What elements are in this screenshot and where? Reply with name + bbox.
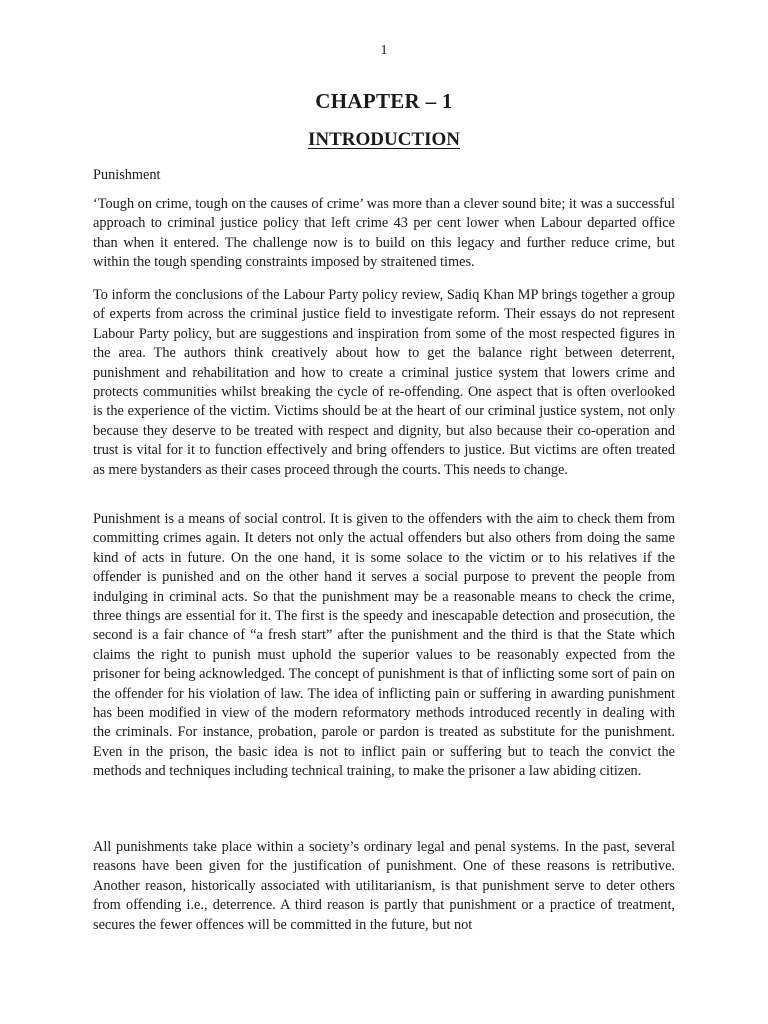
paragraph-1: ‘Tough on crime, tough on the causes of crime’ was more than a clever sound bite; it was a successful approach to criminal justice policy that left crime 43 per cent lower when Labour departed office than when it entered. The challenge now is to build on this legacy and further reduce crime, but within the tough spending constraints imposed by straitened times. bbox=[93, 196, 675, 271]
section-title: INTRODUCTION bbox=[307, 129, 461, 150]
paragraph-2: To inform the conclusions of the Labour Party policy review, Sadiq Khan MP brings together a group of experts from across the criminal justice field to investigate reform. Their essays do not represent Labour Party policy, but are suggestions and inspiration from some of the most respected figures in the area. The authors think creatively about how to get the balance right between deterrent, punishment and rehabilitation and how to create a criminal justice system that lowers crime and protects communities whilst breaking the cycle of re-offending. One aspect that is often overlooked is the experience of the victim. Victims should be at the heart of our criminal justice system, not only because they deserve to be treated with respect and dignity, but also because their co-operation and trust is vital for it to function effectively and bring offenders to justice. But victims are often treated as mere bystanders as their cases proceed through the courts. This needs to change. bbox=[93, 287, 675, 478]
page-number: 1 bbox=[380, 43, 388, 58]
paragraph-3: Punishment is a means of social control. It is given to the offenders with the aim to check them from committing crimes again. It deters not only the actual offenders but also others from doing the same kind of acts in future. On the one hand, it is some solace to the victim or to his relatives if the offender is punished and on the other hand it serves a social purpose to prevent the people from indulging in criminal acts. So that the punishment may be a reasonable means to check the crime, three things are essential for it. The first is the speedy and inescapable detection and prosecution, the second is a fair chance of “a fresh start” after the punishment and the third is that the State which claims the right to punish must uphold the superior values to be reasonably expected from the prisoner for being acknowledged. The concept of punishment is that of inflicting some sort of pain on the offender for his violation of law. The idea of inflicting pain or suffering in awarding punishment has been modified in view of the modern reformatory methods introduced recently in dealing with the criminals. For instance, probation, parole or pardon is treated as substitute for the punishment. Even in the prison, the basic idea is not to inflict pain or suffering but to teach the convict the methods and techniques including technical training, to make the prisoner a law abiding citizen. bbox=[93, 511, 675, 780]
subheading: Punishment bbox=[93, 167, 161, 183]
document-page bbox=[93, 0, 675, 1024]
chapter-title: CHAPTER – 1 bbox=[315, 89, 453, 113]
paragraph-4: All punishments take place within a society’s ordinary legal and penal systems. In the past, several reasons have been given for the justification of punishment. One of these reasons is retributive. Another reason, historically associated with utilitarianism, is that punishment serve to deter others from offending i.e., deterrence. A third reason is partly that punishment or a practice of treatment, secures the fewer offences will be committed in the future, but not bbox=[93, 839, 675, 933]
